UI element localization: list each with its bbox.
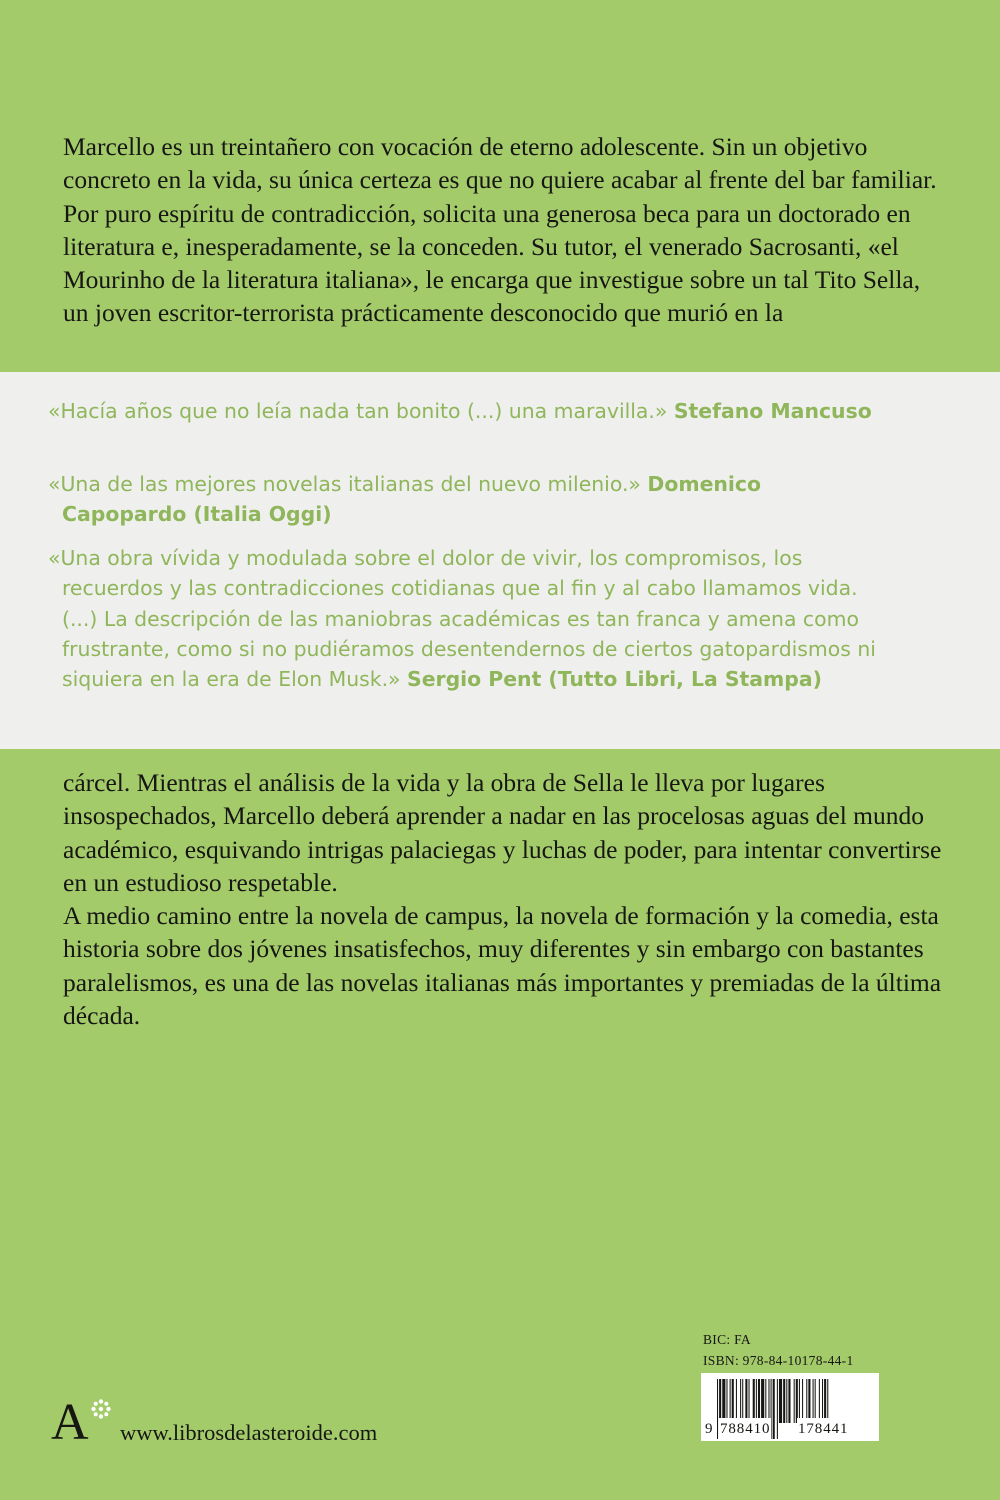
barcode-bar [799,1379,800,1423]
barcode-bar [786,1379,787,1423]
barcode-bar [745,1379,747,1423]
barcode-digits [701,1418,879,1440]
publisher-website: www.librosdelasteroide.com [120,1420,378,1445]
review-1-quote: «Hacía años que no leía nada tan bonito (...) una maravilla.» [48,399,668,423]
synopsis-text-top: Marcello es un treintañero con vocación de eterno adolescente. Sin un objetivo concreto en la vida, su única certeza es que no quiere acabar al frente del bar familiar. Por puro espíritu de contradicción, solicita una generosa beca para un doctorado en literatura e, inesperadamente, se la conceden. Su tutor, el venerado Sacrosanti, «el Mourinho de la literatura italiana», le encarga que investigue sobre un tal Tito Sella, un joven escritor-terrorista prácticamente desconocido que murió en la [63,132,937,328]
barcode-bar [753,1379,755,1423]
review-2-source: Domenico Capopardo (Italia Oggi) [62,472,762,527]
isbn-code: ISBN: 978-84-10178-44-1 [703,1353,854,1368]
barcode-bar [779,1379,782,1423]
barcode-bar [758,1379,760,1423]
barcode-bar [722,1379,725,1423]
synopsis-paragraph-1 [63,130,943,370]
bic-code: BIC: FA [703,1332,751,1347]
barcode-bar [783,1379,785,1423]
barcode-bar [824,1379,826,1423]
barcode-bar [788,1379,790,1423]
barcode-digit-group-2: 178441 [797,1418,849,1440]
barcode-bar [765,1379,766,1423]
barcode-bar [732,1379,734,1423]
synopsis-text-last: A medio camino entre la novela de campus, la novela de formación y la comedia, esta historia sobre dos jóvenes insatisfechos, muy diferentes y sin embargo con bastantes paralelismos, es una de las novelas italianas más importantes y premiadas de la última década. [63,901,942,1031]
review-3-source: Sergio Pent (Tutto Libri, La Stampa) [407,667,822,692]
barcode-bar [736,1379,737,1423]
barcode-bar [742,1379,743,1423]
synopsis-text-continued: cárcel. Mientras el análisis de la vida y la obra de Sella le lleva por lugares insospechados, Marcello deberá aprender a nadar en las procelosas aguas del mundo académico, esquivando intrigas palaciegas y luchas de poder, para intentar convertirse en un estudioso respetable. [63,768,942,897]
publisher-logo-letter: A [51,1394,89,1451]
barcode-digit-first: 9 [704,1418,714,1440]
review-1-source: Stefano Mancuso [673,399,872,423]
synopsis-paragraph-2 [63,766,943,1032]
barcode-digit-group-1: 788410 [719,1418,771,1440]
barcode-bar [730,1379,731,1423]
barcode-bar [761,1379,764,1423]
barcode-bar [756,1379,757,1423]
barcode-bar [794,1379,795,1423]
review-3-quote: «Una obra vívida y modulada sobre el dolor de vivir, los compromisos, los recuerdos y las contradicciones cotidianas que al fin y al cabo llamamos vida. (...) La descripción de las maniobras académicas es tan franca y amena como frustrante, como si no pudiéramos desentendernos de ciertos gatopardismos ni siquiera en la era de Elon Musk.» [48,546,876,692]
barcode-bar [808,1379,810,1423]
barcode-bar [819,1379,820,1423]
barcode-bar [806,1379,807,1423]
barcode-bar [749,1379,750,1423]
asterisk-icon [90,1398,112,1420]
barcode-bar [726,1379,727,1423]
barcode-bar [802,1379,803,1423]
barcode-bar [740,1379,741,1423]
barcode-bar [813,1379,814,1423]
review-2 [48,469,892,530]
barcode-bar [815,1379,816,1423]
barcode-bar [768,1379,769,1423]
review-1 [48,396,892,426]
review-2-quote: «Una de las mejores novelas italianas del nuevo milenio.» [48,472,641,496]
barcode-bar [796,1379,798,1423]
review-3 [48,543,892,694]
barcode-bar [822,1379,823,1423]
